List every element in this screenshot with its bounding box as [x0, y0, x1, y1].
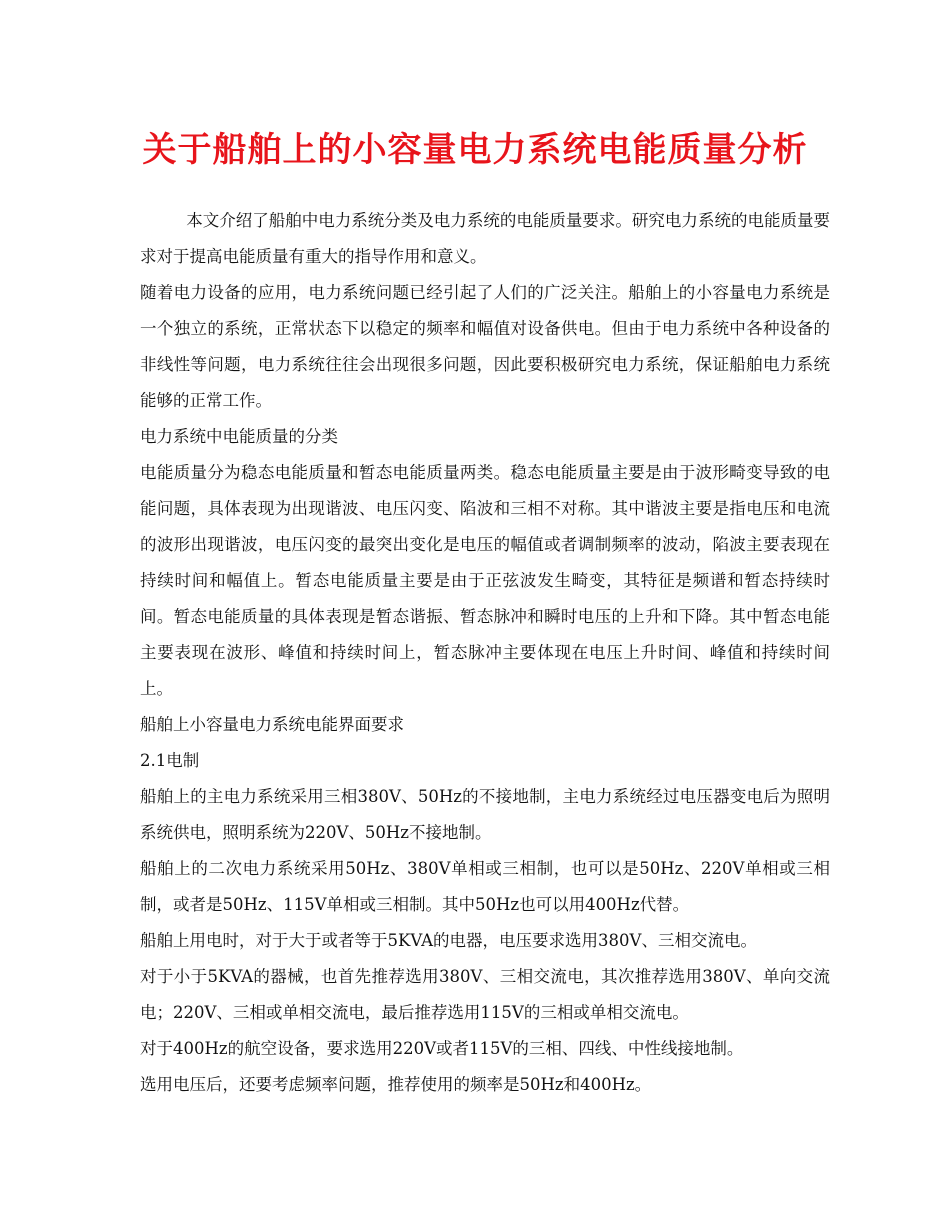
small-equipment-paragraph: 对于小于5KVA的器械，也首先推荐选用380V、三相交流电，其次推荐选用380V、单向交流电；220V、三相或单相交流电，最后推荐选用115V的三相或单相交流电。 — [140, 967, 830, 1022]
voltage-selection-paragraph: 船舶上用电时，对于大于或者等于5KVA的电器，电压要求选用380V、三相交流电。 — [140, 931, 757, 950]
subsection-heading-system: 2.1电制 — [140, 751, 200, 770]
main-power-paragraph: 船舶上的主电力系统采用三相380V、50Hz的不接地制，主电力系统经过电压器变电后为照明系统供电，照明系统为220V、50Hz不接地制。 — [140, 787, 830, 842]
section-heading-requirements: 船舶上小容量电力系统电能界面要求 — [140, 715, 404, 734]
secondary-power-paragraph: 船舶上的二次电力系统采用50Hz、380V单相或三相制，也可以是50Hz、220V单相或三相制，或者是50Hz、115V单相或三相制。其中50Hz也可以用400Hz代替。 — [140, 859, 830, 914]
frequency-paragraph: 选用电压后，还要考虑频率问题，推荐使用的频率是50Hz和400Hz。 — [140, 1075, 652, 1094]
document-title: 关于船舶上的小容量电力系统电能质量分析 — [142, 130, 808, 170]
background-paragraph: 随着电力设备的应用，电力系统问题已经引起了人们的广泛关注。船舶上的小容量电力系统是一个独立的系统，正常状态下以稳定的频率和幅值对设备供电。但由于电力系统中各种设备的非线性等问题，电力系统往往会出现很多问题，因此要积极研究电力系统，保证船舶电力系统能够的正常工作。 — [140, 283, 830, 410]
intro-paragraph: 本文介绍了船舶中电力系统分类及电力系统的电能质量要求。研究电力系统的电能质量要求对于提高电能质量有重大的指导作用和意义。 — [140, 211, 830, 266]
section-heading-classification: 电力系统中电能质量的分类 — [140, 427, 338, 446]
classification-paragraph: 电能质量分为稳态电能质量和暂态电能质量两类。稳态电能质量主要是由于波形畸变导致的电能问题，具体表现为出现谐波、电压闪变、陷波和三相不对称。其中谐波主要是指电压和电流的波形出现谐波，电压闪变的最突出变化是电压的幅值或者调制频率的波动，陷波主要表现在持续时间和幅值上。暂态电能质量主要是由于正弦波发生畸变，其特征是频谱和暂态持续时间。暂态电能质量的具体表现是暂态谐振、暂态脉冲和瞬时电压的上升和下降。其中暂态电能主要表现在波形、峰值和持续时间上，暂态脉冲主要体现在电压上升时间、峰值和持续时间上。 — [140, 463, 830, 698]
document-body — [140, 203, 830, 1103]
aviation-equipment-paragraph: 对于400Hz的航空设备，要求选用220V或者115V的三相、四线、中性线接地制。 — [140, 1039, 744, 1058]
